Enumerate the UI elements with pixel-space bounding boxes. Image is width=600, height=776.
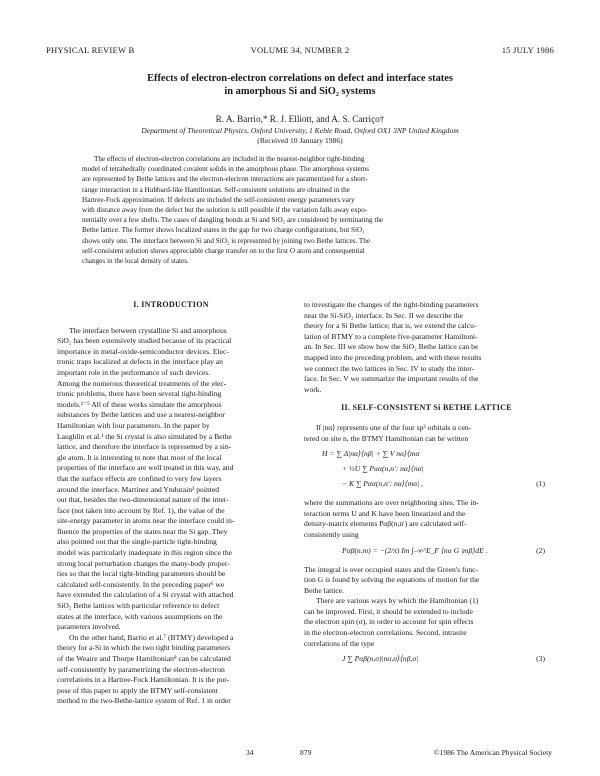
section-heading-introduction: I. INTRODUCTION <box>133 300 209 309</box>
abstract-line: are represented by Bethe lattices and the electron-electron interactions are parametrized for a short- <box>82 175 368 184</box>
title-line: in amorphous Si and SiO₂ systems <box>224 85 376 97</box>
body-line: self-consistently by parametrizing the electron-electron <box>57 664 225 674</box>
body-line: in the electron-electron correlations. Second, intrasite <box>304 628 467 638</box>
equation-3-number: (3) <box>536 654 545 664</box>
body-line: strong local perturbation changes the many-body proper- <box>57 558 230 568</box>
body-line: tronic traps localized at defects in the interface play an <box>57 357 223 367</box>
body-line: also pointed out that the single-particle tight-binding <box>57 537 217 547</box>
body-line: mapped into the preceding problem, and with these results <box>304 352 482 362</box>
abstract-line: range interaction in a Hubbard-like Hamiltonian. Self-consistent solutions are obtained in the <box>82 185 350 194</box>
body-line: the electron spin (σ), in order to account for spin effects <box>304 617 474 627</box>
body-line: of the Weaire and Thorpe Hamiltonian⁸ can be calculated <box>57 654 231 663</box>
abstract-line: model of tetrahedrally coordinated covalent solids in the amorphous phase. The amorphous systems <box>82 165 370 174</box>
body-line: tronic problems, there have been several tight-binding <box>57 389 222 399</box>
equation-1-line: − K ∑ Pαα(n,n′: nα⟩⟨mα| , (1) <box>342 479 545 489</box>
abstract-line: Bethe lattice. The former shows localized states in the gap for two charge configurations, but SiO₂ <box>82 226 365 235</box>
affiliation <box>40 126 560 146</box>
body-line: Laughlin et al.¹ the Si crystal is also simulated by a Bethe <box>57 431 232 441</box>
body-line: gle atom. It is interesting to note that most of the local <box>57 452 222 462</box>
body-line: density-matrix elements Pαβ(n,n′) are calculated self- <box>304 519 467 529</box>
body-line: correlations of the type <box>304 638 375 648</box>
volume-footer-number: 34 <box>246 748 254 757</box>
abstract-line: changes in the local density of states. <box>82 257 189 266</box>
equation-1-line: H = ∑ Δ|nα⟩⟨nβ| + ∑ V nα⟩⟨mα <box>322 449 420 459</box>
body-line: consistently using <box>304 529 359 539</box>
left-column <box>57 300 285 707</box>
body-line: we connect the two lattices in Sec. IV to study the inter- <box>304 363 475 373</box>
running-header <box>46 45 554 57</box>
body-line: lation of BTMY to a complete five-parameter Hamiltoni- <box>304 331 478 341</box>
abstract-line: with distance away from the defect but the solution is still possible if the variation falls away expo- <box>82 206 368 215</box>
body-line: The interface between crystalline Si and amorphous <box>69 325 227 335</box>
body-line: parameters involved. <box>57 622 121 632</box>
abstract-line: nentially over a few shells. The cases of dangling bonds at Si and SiO₂ are considered by terminating the <box>82 216 384 225</box>
journal-name: PHYSICAL REVIEW B <box>46 45 135 55</box>
body-line: fluence the properties of the states near the Si gap. They <box>57 526 228 536</box>
body-line: SiO₂ Bethe lattices with particular reference to defect <box>57 601 220 611</box>
equation-3: J ∑ Pαβ(n,σ)|nα,σ⟩⟨nβ,σ| (3) <box>342 654 545 664</box>
affiliation-line: Department of Theoretical Physics, Oxford University, 1 Keble Road, Oxford OX1 3NP United Kingdom <box>141 126 459 135</box>
body-line: correlations in a Hartree-Fock Hamiltonian. It is the pur- <box>57 675 230 685</box>
body-line: SiO₂ has been extensively studied because of its practical <box>57 336 232 346</box>
body-line: properties of the interface are well treated in this way, and <box>57 463 234 473</box>
body-line: theory for a-Si in which the two tight binding parameters <box>57 643 231 653</box>
body-line: around the interface. Martinez and Yndurain² pointed <box>57 484 220 494</box>
body-line: theory for a Si Bethe lattice; that is, we extend the calcu- <box>304 321 477 331</box>
paper-title <box>60 73 540 98</box>
body-line: work. <box>304 384 322 394</box>
body-line: face (not taken into account by Ref. 1), the value of the <box>57 505 225 515</box>
abstract-line: Hartree-Fock approximation. If defects are included the self-consistent energy parameters vary <box>82 195 355 204</box>
equation-2-number: (2) <box>536 545 545 555</box>
body-line: where the summations are over neighboring sites. The in- <box>304 498 479 508</box>
body-line: site-energy parameter in atoms near the interface could in- <box>57 516 235 526</box>
body-line: calculated self-consistently. In the preceding paper⁶ we <box>57 579 225 589</box>
body-line: to investigate the changes of the tight-binding parameters <box>304 300 479 309</box>
body-line: out that, besides the two-dimensional nature of the inter- <box>57 495 229 505</box>
body-line: ties so that the local tight-binding parameters should be <box>57 569 226 579</box>
equation-1-line: + ½U ∑ Pαα(n,n′: nα⟩⟨nα| <box>342 464 424 474</box>
body-line: tered on site n, the BTMY Hamiltonian can be written <box>304 433 469 443</box>
section-heading-bethe-lattice: II. SELF-CONSISTENT Si BETHE LATTICE <box>341 403 512 413</box>
page-number: 879 <box>300 748 312 757</box>
received-date: (Received 10 January 1986) <box>257 136 343 145</box>
abstract-line: self-consistent solution shows appreciable charge transfer on to the first O atom and consequential <box>82 246 365 255</box>
equation-1-number: (1) <box>536 479 545 489</box>
author-list: R. A. Barrio,* R. J. Elliott, and A. S. Carriço† <box>215 114 385 124</box>
abstract-line: shows only one. The interface between Si and SiO₂ is represented by joining two Bethe lattices. The <box>82 236 371 245</box>
equation-2: Pαβ(n,m) = −(2/π) Im ∫₋∞^E_F ⟨nα G |mβ⟩dE . (2) <box>342 545 545 555</box>
issue-date: 15 JULY 1986 <box>501 45 554 55</box>
right-column <box>304 300 549 669</box>
volume-number: VOLUME 34, NUMBER 2 <box>250 45 350 55</box>
abstract <box>82 154 518 266</box>
body-line: The integral is over occupied states and the Green's func- <box>304 564 479 574</box>
copyright-notice: ©1986 The American Physical Society <box>433 748 552 757</box>
body-line: model was particularly inadequate in this region since the <box>57 548 233 558</box>
body-line: an. In Sec. III we show how the SiO₂ Bethe lattice can be <box>304 342 479 352</box>
body-line: important role in the performance of such devices. <box>57 367 211 377</box>
body-line: tion G is found by solving the equations of motion for the <box>304 575 480 585</box>
body-line: states at the interface, with various assumptions on the <box>57 611 223 621</box>
body-line: importance in metal-oxide-semiconductor devices. Elec- <box>57 346 229 356</box>
body-line: Among the numerous theoretical treatments of the elec- <box>57 378 227 388</box>
body-line: teraction terms U and K have been linearized and the <box>304 508 466 518</box>
body-line: method to the two-Bethe-lattice system of Ref. 1 in order <box>57 696 231 706</box>
body-line: models.¹⁻⁵ All of these works simulate the amorphous <box>57 399 222 409</box>
body-line: On the other hand, Barrio et al.⁷ (BTMY) developed a <box>69 632 234 642</box>
body-line: that the surface effects are confined to very few layers <box>57 473 222 483</box>
body-line: There are various ways by which the Hamiltonian (1) <box>316 596 479 606</box>
body-line: face. In Sec. V we summarize the important results of the <box>304 374 479 384</box>
body-line: If |nα⟩ represents one of the four sp³ orbitals α cen- <box>316 422 472 432</box>
body-line: can be improved. First, it should be extended to include <box>304 606 473 616</box>
body-line: Hamiltonian with four parameters. In the paper by <box>57 420 210 430</box>
body-line: near the Si-SiO₂ interface. In Sec. II we describe the <box>304 310 463 320</box>
body-line: Bethe lattice. <box>304 585 345 595</box>
page-footer <box>0 748 600 760</box>
body-line: pose of this paper to apply the BTMY self-consistent <box>57 685 218 695</box>
body-line: substances by Bethe lattices and use a nearest-neighbor <box>57 410 226 420</box>
body-line: lattice, and therefore the interface is represented by a sin- <box>57 442 232 452</box>
abstract-line: The effects of electron-electron correlations are included in the nearest-neighbor tight-binding <box>94 155 365 163</box>
body-line: have extended the calculation of a Si crystal with attached <box>57 590 234 600</box>
title-line: Effects of electron-electron correlations on defect and interface states <box>147 73 453 84</box>
